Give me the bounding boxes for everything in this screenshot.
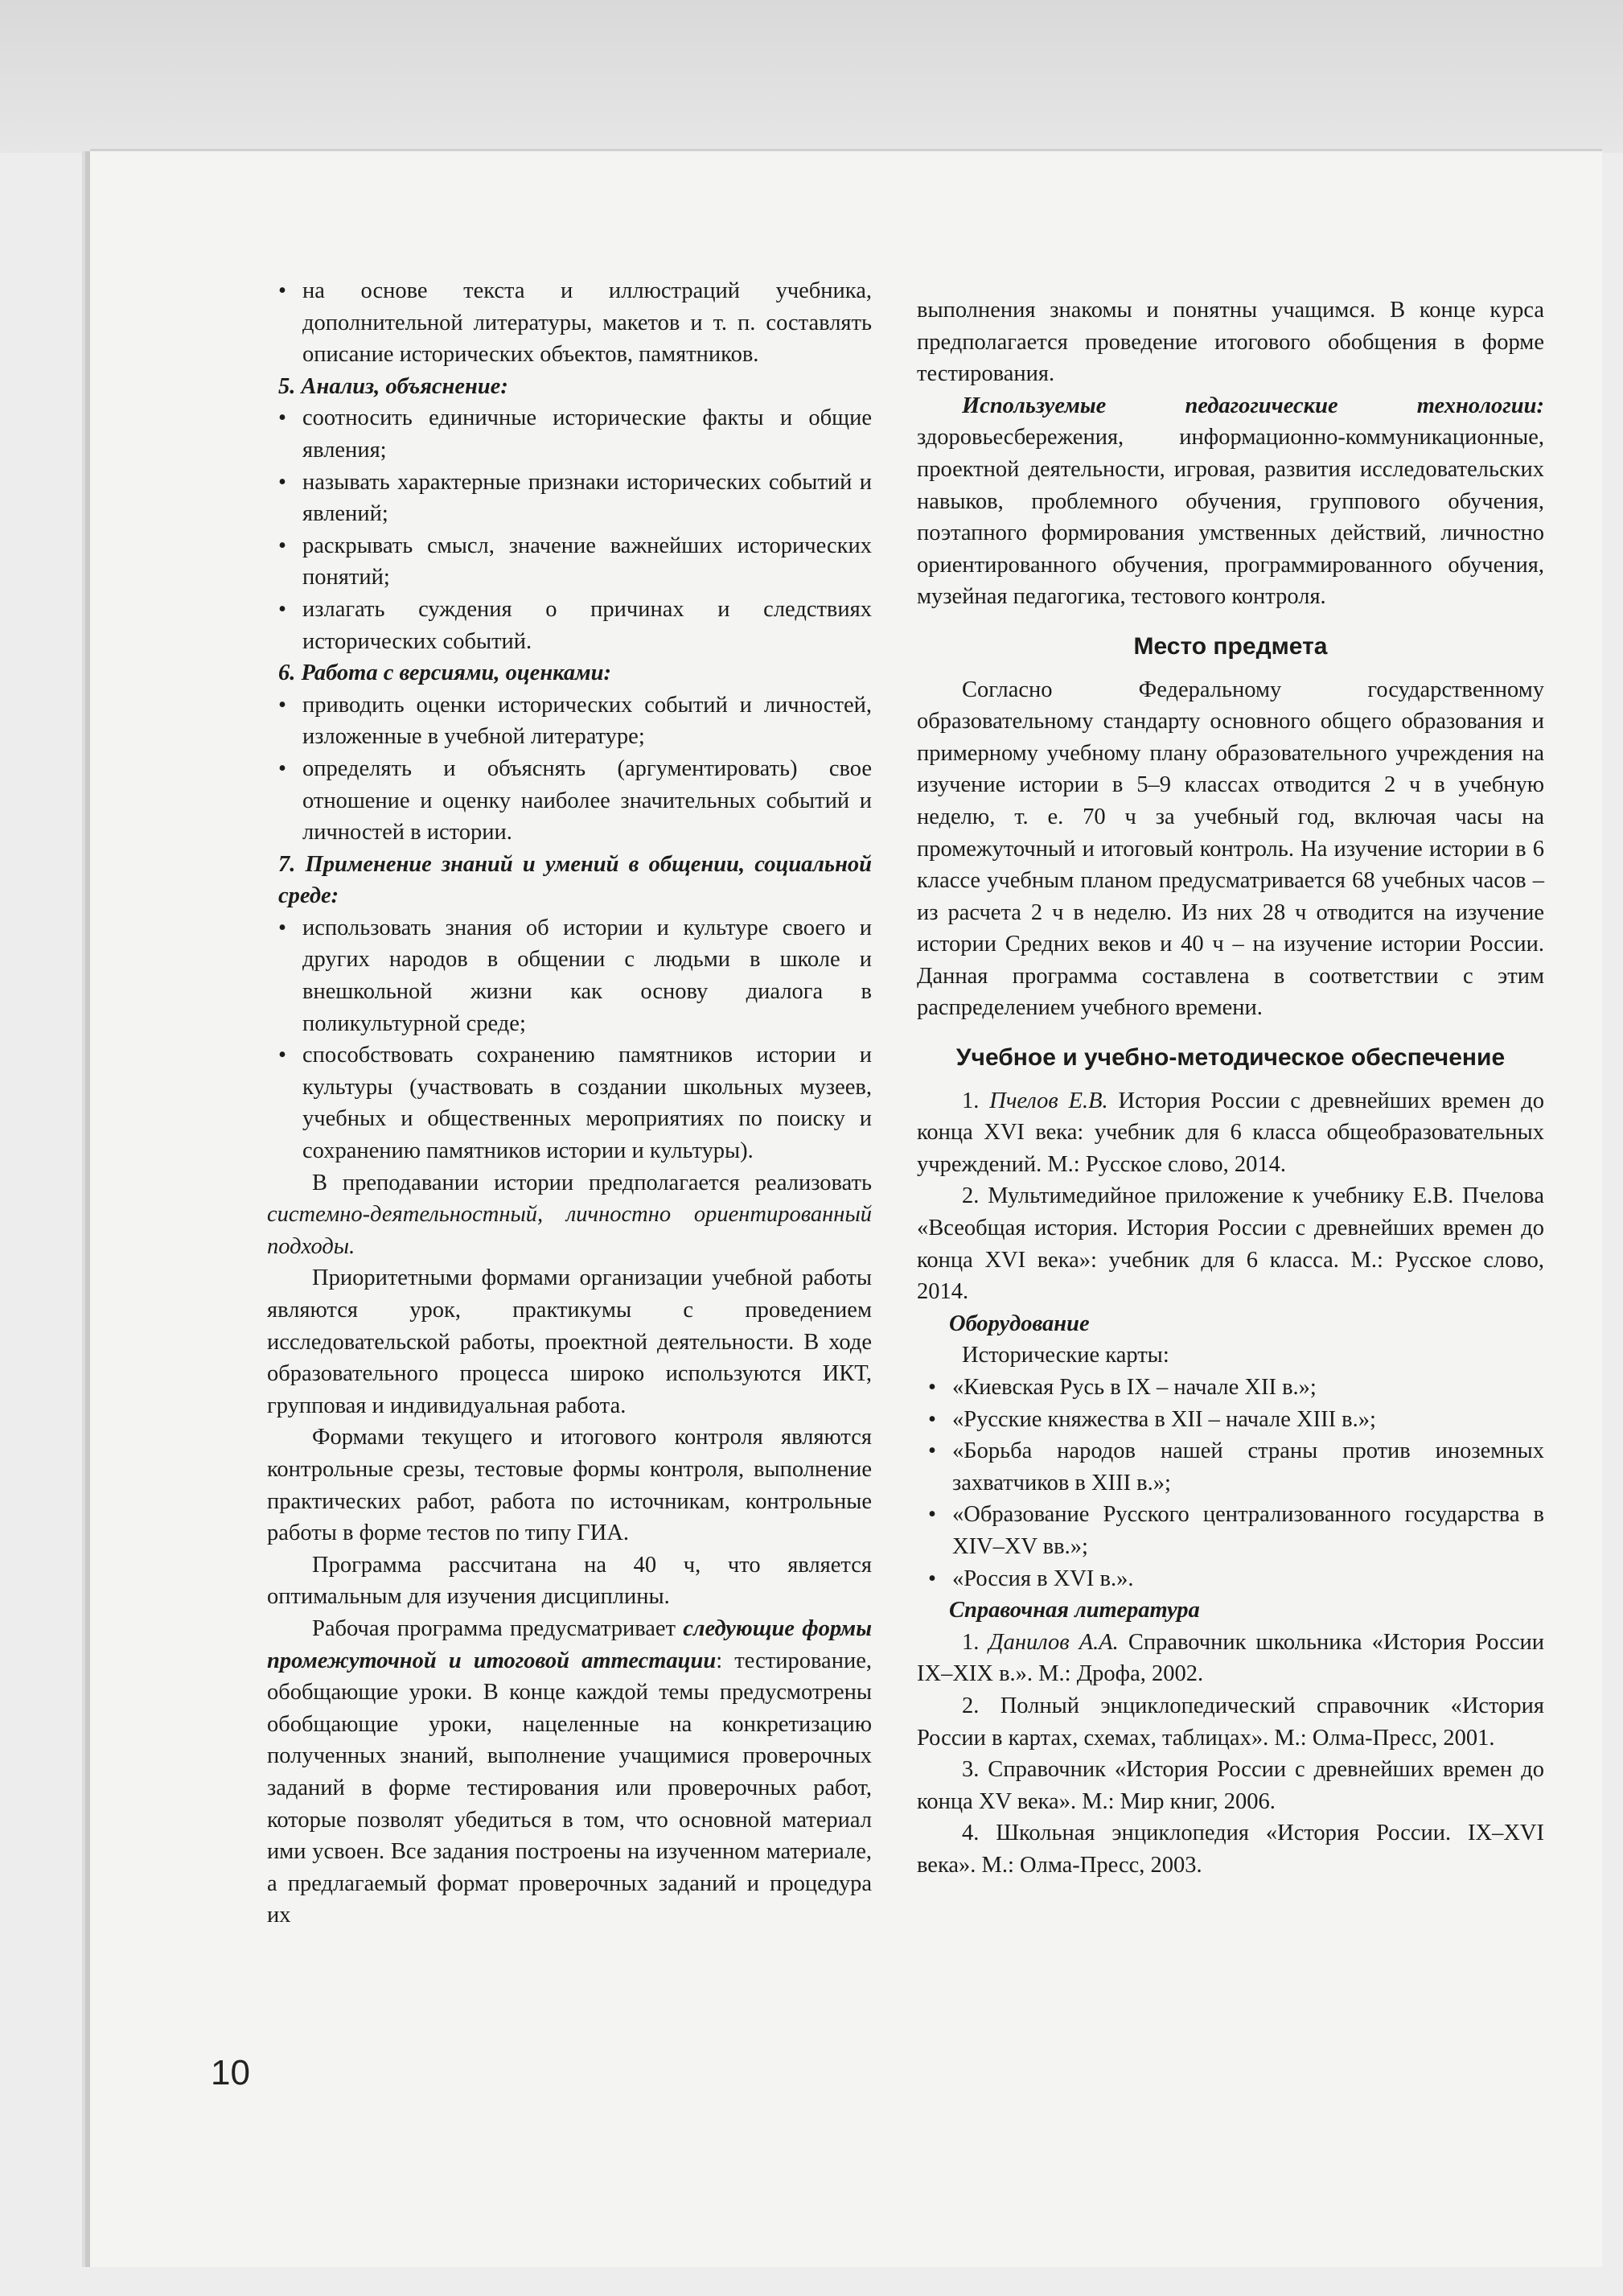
list-item: • раскрывать смысл, значение важнейших исторических понятий; [302, 530, 872, 594]
paragraph-text: : тестирование, обобщающие уроки. В конце каждой темы предусмотрены обобщающие уроки, нацеленные на конкретизацию полученных знаний, выполнение учащимися проверочных заданий в форме тестирования или проверочных работ, которые позволят убедиться в том, что основной материал ими усвоен. Все задания построены на изученном материале, а предлагаемый формат проверочных заданий и процедура их [267, 1648, 872, 1928]
list-item: • излагать суждения о причинах и следствиях исторических событий. [302, 594, 872, 657]
paragraph-text: здоровьесбережения, информационно-коммуникационные, проектной деятельности, игровая, развития исследовательских навыков, проблемного обучения, группового обучения, поэтапного формирования умственных действий, личностно ориентированного обучения, программированного обучения, музейная педагогика, тестового контроля. [917, 425, 1544, 610]
list-item: • использовать знания об истории и культуре своего и других народов в общении с людьми в школе и внешкольной жизни как основу диалога в поликультурной среде; [302, 912, 872, 1039]
book-item-1 [917, 1085, 1544, 1181]
section-6-list [267, 689, 872, 849]
paragraph-text: Рабочая программа предусматривает [312, 1615, 684, 1641]
list-item: • приводить оценки исторических событий и личностей, изложенные в учебной литературе; [302, 689, 872, 753]
list-item: • называть характерные признаки исторических событий и явлений; [302, 467, 872, 530]
maps-list [917, 1372, 1544, 1594]
list-item: • «Образование Русского централизованного государства в XIV–XV вв.»; [952, 1499, 1544, 1562]
paragraph-continued: выполнения знакомы и понятны учащимся. В конце курса предполагается проведение итогового обобщения в форме тестирования. [917, 298, 1544, 387]
list-item: • «Киевская Русь в IX – начале XII в.»; [952, 1372, 1544, 1404]
section-6-title: 6. Работа с версиями, оценками: [278, 660, 612, 686]
maps-label: Исторические карты: [962, 1343, 1169, 1368]
reference-item-3: 3. Справочник «История России с древнейших времен до конца XV века». М.: Мир книг, 2006. [917, 1757, 1544, 1814]
equipment-title: Оборудование [949, 1311, 1090, 1336]
paragraph-approach [267, 1167, 872, 1263]
section-7-list [267, 912, 872, 1167]
list-item: • «Россия в XVI в.». [952, 1563, 1544, 1595]
list-item: • соотносить единичные исторические факты и общие явления; [302, 402, 872, 466]
book-author: Пчелов Е.В. [989, 1088, 1108, 1113]
right-column [917, 294, 1544, 1882]
book-item-2: 2. Мультимедийное приложение к учебнику Е.В. Пчелова «Всеобщая история. История России с древнейших времен до конца XVI века»: учебник для 6 класса. М.: Русское слово, 2014. [917, 1183, 1544, 1305]
section-5-title: 5. Анализ, объяснение: [278, 373, 508, 399]
reference-number: 1. [962, 1629, 989, 1655]
paragraph-emphasis: системно-деятельностный, личностно ориентированный подходы. [267, 1202, 872, 1259]
list-item: • на основе текста и иллюстраций учебника, дополнительной литературы, макетов и т. п. составлять описание исторических объектов, памятников. [302, 275, 872, 371]
paragraph-forms: Приоритетными формами организации учебной работы являются урок, практикумы с проведением исследовательской работы, проектной деятельности. В ходе образовательного процесса широко используются ИКТ, групповая и индивидуальная работа. [267, 1265, 872, 1418]
paragraph-control: Формами текущего и итогового контроля являются контрольные срезы, тестовые формы контроля, выполнение практических работ, работа по источникам, контрольные работы в форме тестов по типу ГИА. [267, 1425, 872, 1546]
section-5-list [267, 402, 872, 657]
section-title-support: Учебное и учебно-методическое обеспечение [955, 1044, 1506, 1072]
paragraph-text: В преподавании истории предполагается реализовать [312, 1170, 872, 1195]
reference-item-4: 4. Школьная энциклопедия «История России. IX–XVI века». М.: Олма-Пресс, 2003. [917, 1821, 1544, 1878]
section-7-title: 7. Применение знаний и умений в общении, социальной среде: [278, 851, 872, 909]
list-item: • способствовать сохранению памятников истории и культуры (участвовать в создании школьных музеев, учебных и общественных мероприятиях по поиску и сохранению памятников истории и культуры). [302, 1039, 872, 1167]
bullet-list-top [267, 275, 872, 371]
reference-title: Справочная литература [949, 1598, 1200, 1623]
reference-title-text: Справочник школьника «История России IX–XIX в.». М.: Дрофа, 2002. [917, 1629, 1544, 1687]
list-item: • определять и объяснять (аргументировать) свое отношение и оценку наиболее значительных событий и личностей в истории. [302, 753, 872, 849]
book-number: 1. [962, 1088, 990, 1113]
paragraph-emphasis: следующие формы промежуточной и итоговой аттестации [267, 1615, 872, 1673]
technologies-label: Используемые педагогические технологии: [962, 393, 1544, 418]
list-item: • «Борьба народов нашей страны против иноземных захватчиков в XIII в.»; [952, 1435, 1544, 1499]
section-title-place: Место предмета [1133, 632, 1328, 660]
book-title: История России с древнейших времен до конца XVI века: учебник для 6 класса общеобразовательных учреждений. М.: Русское слово, 2014. [917, 1088, 1544, 1177]
paragraph-hours: Программа рассчитана на 40 ч, что является оптимальным для изучения дисциплины. [267, 1552, 872, 1610]
reference-item-2: 2. Полный энциклопедический справочник «История России в картах, схемах, таблицах». М.: Олма-Пресс, 2001. [917, 1693, 1544, 1751]
reference-item-1 [917, 1627, 1544, 1690]
paragraph-place: Согласно Федеральному государственному образовательному стандарту основного общего образования и примерному учебному плану образовательного учреждения на изучение истории в 5–9 классах отводится 2 ч в учебную неделю, т. е. 70 ч за учебный год, включая часы на промежуточный и итоговый контроль. На изучение истории в 6 классе учебным планом предусматривается 68 учебных часов – из расчета 2 ч в неделю. Из них 28 ч отводится на изучение истории Средних веков и 40 ч – на изучение истории России. Данная программа составлена в соответствии с этим распределением учебного времени. [917, 677, 1544, 1021]
list-item: • «Русские княжества в XII – начале XIII в.»; [952, 1404, 1544, 1436]
paragraph-attestation [267, 1613, 872, 1932]
left-column [267, 275, 872, 1932]
paragraph-technologies [917, 390, 1544, 613]
reference-author: Данилов А.А. [988, 1629, 1119, 1655]
page-number: 10 [211, 2053, 250, 2092]
